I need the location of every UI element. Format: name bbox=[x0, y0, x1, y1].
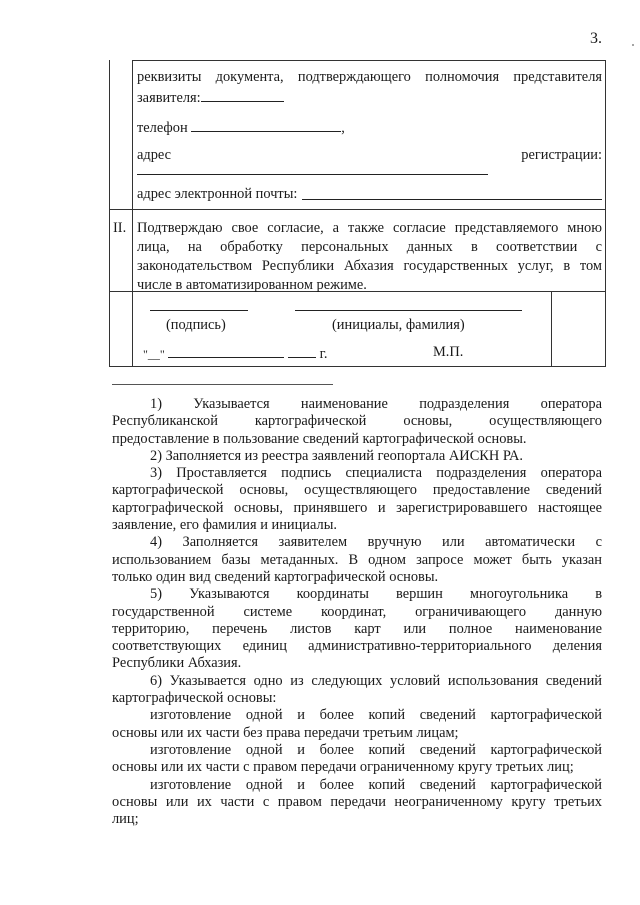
phone-label: телефон bbox=[137, 120, 188, 136]
requisites-input-line[interactable] bbox=[201, 87, 284, 102]
footnote-line: использованием базы метаданных. В одном запросе может быть указан bbox=[112, 551, 602, 568]
table-column-divider bbox=[132, 60, 133, 367]
consent-text bbox=[137, 219, 602, 295]
consent-line: законодательством Республики Абхазия государственных услуг, в том bbox=[137, 258, 602, 274]
option-line: лиц; bbox=[112, 811, 139, 828]
table-border-right bbox=[605, 60, 606, 367]
footnote-2 bbox=[112, 448, 602, 465]
stamp-placeholder: М.П. bbox=[433, 344, 464, 360]
option-line: изготовление одной и более копий сведений картографической bbox=[150, 707, 602, 724]
footnote-separator bbox=[112, 384, 333, 385]
footnote-line: государственной системе координат, ограничивающего данную bbox=[112, 603, 602, 620]
footnote-6 bbox=[112, 673, 602, 708]
requisites-field-row bbox=[137, 87, 602, 108]
scan-artifact bbox=[632, 44, 634, 46]
footnote-1 bbox=[112, 396, 602, 448]
option-line: основы или их части с правом передачи неограниченному кругу третьих bbox=[112, 793, 602, 810]
email-input-line[interactable] bbox=[302, 185, 602, 200]
footnote-line: только один вид сведений картографической основы. bbox=[112, 568, 439, 585]
footnote-line: территорию, перечень листов карт или полное наименование bbox=[112, 620, 602, 637]
footnote-line: картографической основы, осуществляющего предоставление сведений bbox=[112, 482, 602, 499]
footnote-line: 1) Указывается наименование подразделения оператора bbox=[150, 396, 602, 412]
option-line: основы или их части без права передачи третьим лицам; bbox=[112, 724, 459, 741]
email-field-row bbox=[137, 185, 602, 204]
table-border-top bbox=[132, 60, 606, 61]
footnote-line: предоставление в пользование сведений картографической основы. bbox=[112, 430, 527, 447]
footnote-line: картографической основы, принявшего и зарегистрировавшего настоящее bbox=[112, 499, 602, 516]
phone-suffix: , bbox=[341, 120, 345, 136]
footnote-line: соответствующих единиц административно-территориального деления bbox=[112, 638, 602, 655]
table-row-divider bbox=[109, 209, 606, 210]
signature-input-line[interactable] bbox=[150, 300, 248, 311]
row-number-II: II. bbox=[113, 220, 127, 236]
date-row bbox=[143, 343, 543, 364]
page-number: 3. bbox=[590, 30, 602, 47]
requisites-label-cont: заявителя: bbox=[137, 90, 201, 106]
phone-input-line[interactable] bbox=[191, 117, 341, 132]
date-year-input-line[interactable] bbox=[288, 343, 316, 358]
usage-option-1 bbox=[112, 707, 602, 742]
usage-option-2 bbox=[112, 742, 602, 777]
usage-option-3 bbox=[112, 777, 602, 829]
footnotes bbox=[112, 396, 602, 828]
table-border-bottom bbox=[109, 366, 606, 367]
option-line: основы или их части с правом передачи ограниченному кругу третьих лиц; bbox=[112, 759, 574, 776]
consent-line: Подтверждаю свое согласие, а также согласие представляемого мною bbox=[137, 220, 602, 236]
email-label: адрес электронной почты: bbox=[137, 186, 298, 202]
footnote-line: картографической основы: bbox=[112, 690, 277, 707]
phone-field-row bbox=[137, 117, 602, 138]
table-stamp-column-divider bbox=[551, 291, 552, 367]
footnote-line: Республиканской картографической основы, осуществляющего bbox=[112, 413, 602, 430]
footnote-3 bbox=[112, 465, 602, 534]
footnote-line: Республики Абхазия. bbox=[112, 655, 242, 672]
representative-requisites-label: реквизиты документа, подтверждающего полномочия представителя bbox=[137, 69, 602, 85]
footnote-line: 3) Проставляется подпись специалиста подразделения оператора bbox=[150, 465, 602, 482]
consent-line: числе в автоматизированном режиме. bbox=[137, 277, 367, 293]
option-line: изготовление одной и более копий сведений картографической bbox=[150, 741, 602, 758]
registration-label: регистрации: bbox=[521, 147, 602, 163]
address-label: адрес bbox=[137, 147, 172, 163]
year-suffix: г. bbox=[319, 346, 328, 362]
date-month-input-line[interactable] bbox=[168, 343, 284, 358]
table-border-left bbox=[109, 60, 110, 367]
footnote-line: 2) Заполняется из реестра заявлений геопортала АИСКН РА. bbox=[150, 447, 524, 464]
footnote-line: 4) Заполняется заявителем вручную или автоматически с bbox=[150, 534, 602, 551]
footnote-4 bbox=[112, 534, 602, 586]
signature-caption: (подпись) bbox=[166, 317, 226, 333]
footnote-line: заявление, его фамилия и инициалы. bbox=[112, 517, 337, 534]
footnote-5 bbox=[112, 586, 602, 672]
address-input-line[interactable] bbox=[137, 164, 488, 175]
full-name-input-line[interactable] bbox=[295, 300, 522, 311]
footnote-line: 6) Указывается одно из следующих условий использования сведений bbox=[150, 672, 602, 689]
consent-line: лица, на обработку персональных данных в соответствии с bbox=[137, 239, 602, 255]
footnote-line: 5) Указываются координаты вершин многоугольника в bbox=[150, 586, 602, 603]
address-field-row bbox=[137, 146, 602, 165]
date-day-field[interactable]: "__" bbox=[143, 347, 165, 361]
option-line: изготовление одной и более копий сведений картографической bbox=[150, 776, 602, 793]
name-caption: (инициалы, фамилия) bbox=[332, 317, 465, 333]
